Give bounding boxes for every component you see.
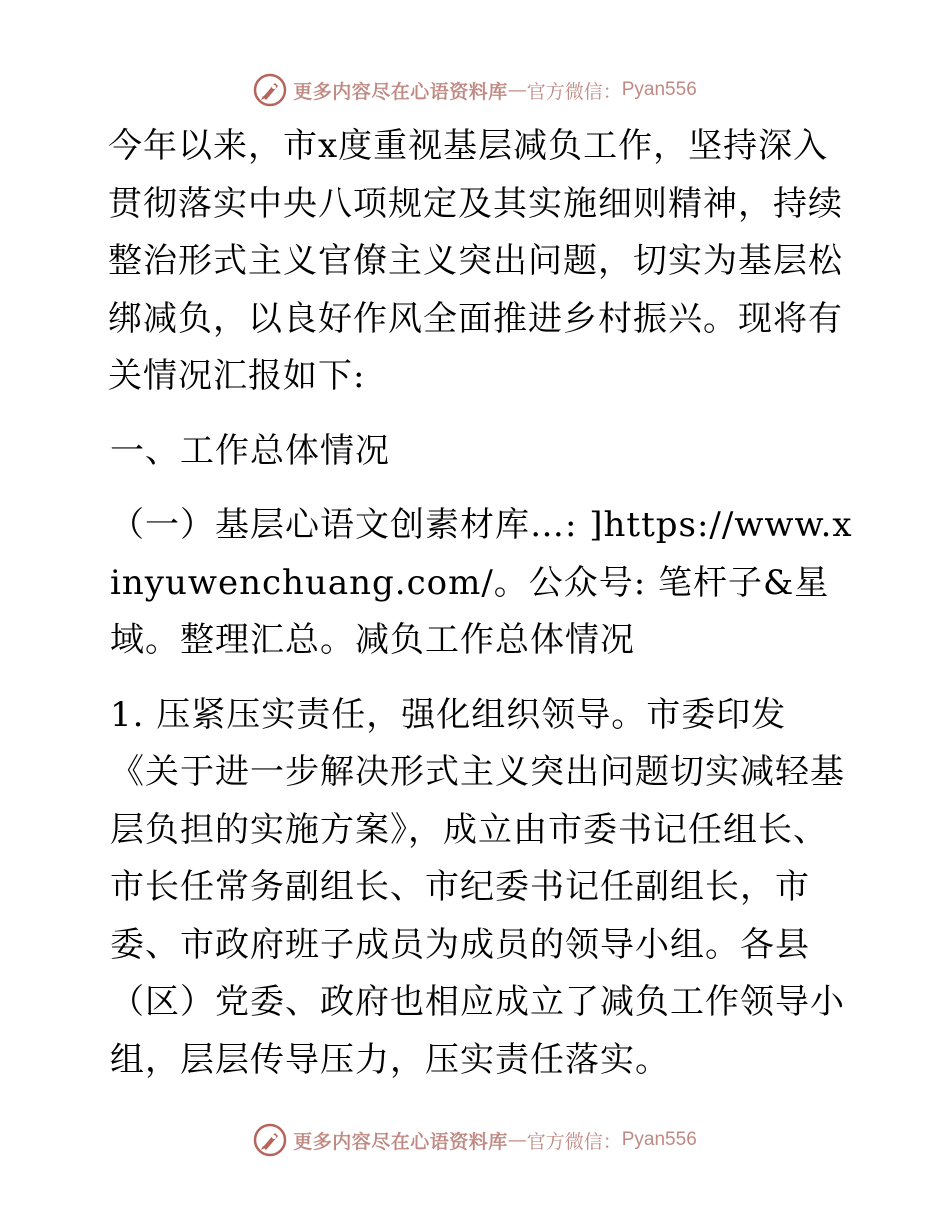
document-body [96,118,856,1089]
pen-nib-circle-icon [253,73,287,107]
footer-watermark [0,1120,950,1160]
watermark-main-text: 更多内容尽在心语资料库 [293,1130,508,1153]
pen-nib-circle-icon [253,1123,287,1157]
watermark-separator: — [507,1129,527,1151]
header-watermark [0,70,950,110]
watermark-wechat-label: 官方微信： [526,1130,622,1153]
intro-paragraph: 今年以来，市x度重视基层减负工作，坚持深入贯彻落实中央八项规定及其实施细则精神，持续整治形式主义官僚主义突出问题，切实为基层松绑减负，以良好作风全面推进乡村振兴。现将有关情况汇报如下: [108,126,843,396]
watermark-main-text: 更多内容尽在心语资料库 [293,80,508,103]
watermark-wechat-id: Pyan556 [621,79,697,100]
item-1-paragraph: 1. 压紧压实责任，强化组织领导。市委印发《关于进一步解决形式主义突出问题切实减轻基层负担的实施方案》，成立由市委书记任组长、市长任常务副组长、市纪委书记任副组长，市委、市政府班子成员为成员的领导小组。各县（区）党委、政府也相应成立了减负工作领导小组，层层传导压力，压实责任落实。 [110,694,845,1080]
watermark-wechat-label: 官方微信： [526,80,622,103]
watermark-wechat-id: Pyan556 [621,1129,697,1150]
watermark-separator: — [507,79,527,101]
section-heading: 一、工作总体情况 [110,430,390,471]
subsection-heading: （一）基层心语文创素材库…: ]https://www.xinyuwenchuang.com/。公众号: 笔杆子&星域。整理汇总。减负工作总体情况 [110,505,853,660]
